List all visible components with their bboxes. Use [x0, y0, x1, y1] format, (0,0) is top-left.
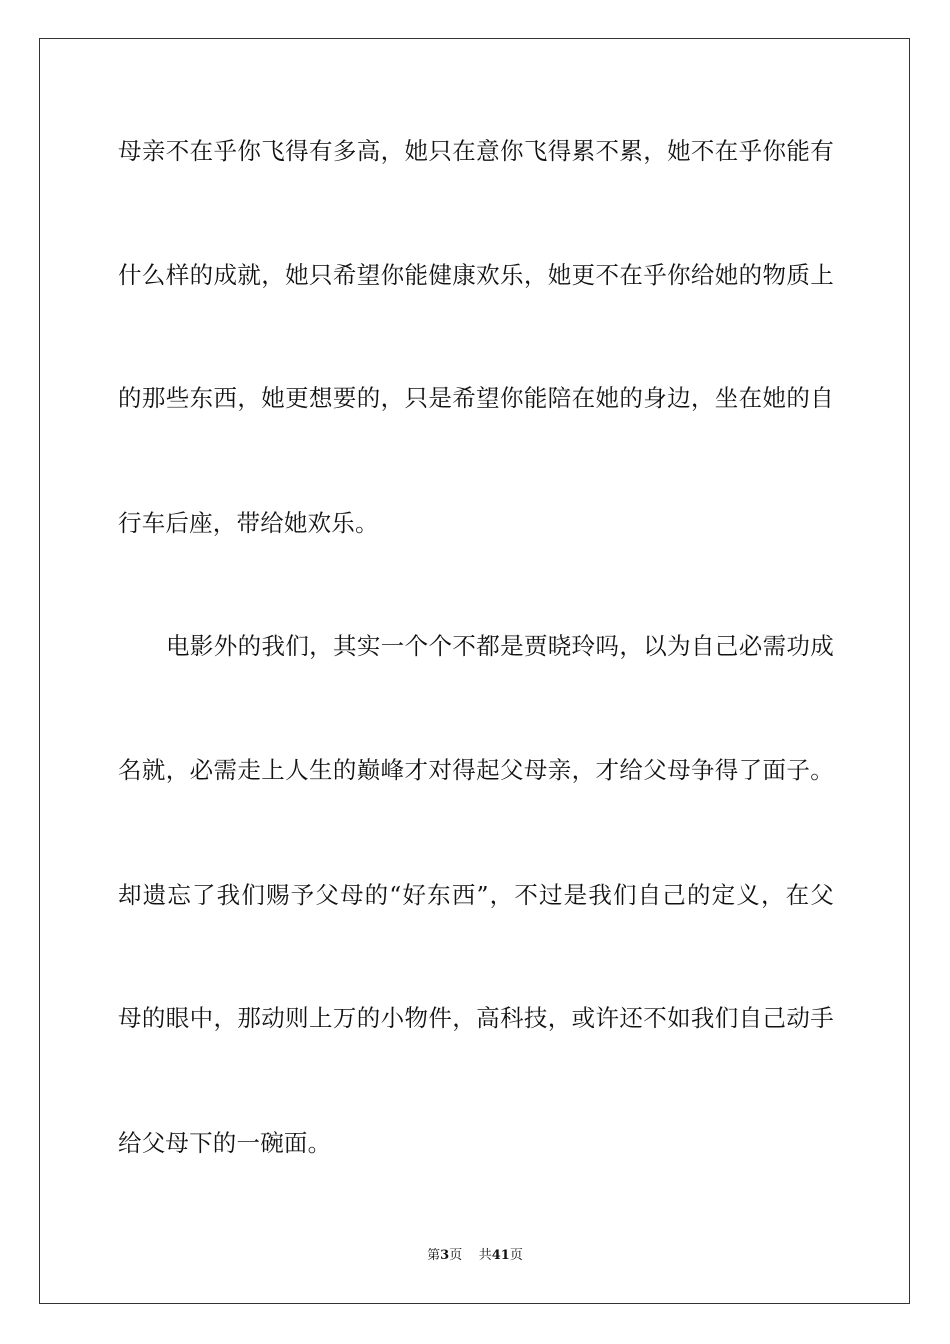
page-prefix: 第: [427, 1248, 441, 1263]
text-line: 什么样的成就，她只希望你能健康欢乐，她更不在乎你给她的物质上: [118, 261, 834, 289]
total-pages: 41: [491, 1248, 510, 1263]
page-footer: [0, 1247, 950, 1265]
text-line: 行车后座，带给她欢乐。: [118, 509, 379, 537]
total-prefix: 共: [478, 1248, 492, 1263]
text-line: 电影外的我们，其实一个个不都是贾晓玲吗，以为自己必需功成: [166, 632, 834, 660]
page-number: 3: [440, 1248, 450, 1263]
page-border: [39, 38, 910, 1304]
text-line: 母的眼中，那动则上万的小物件，高科技，或许还不如我们自己动手: [118, 1004, 834, 1032]
total-suffix: 页: [509, 1248, 523, 1263]
text-line: 却遗忘了我们赐予父母的“好东西”，不过是我们自己的定义，在父: [118, 881, 834, 909]
text-line: 名就，必需走上人生的巅峰才对得起父母亲，才给父母争得了面子。: [118, 756, 834, 784]
text-line: 给父母下的一碗面。: [118, 1129, 332, 1157]
text-line: 母亲不在乎你飞得有多高，她只在意你飞得累不累，她不在乎你能有: [118, 137, 834, 165]
text-line: 的那些东西，她更想要的，只是希望你能陪在她的身边，坐在她的自: [118, 384, 834, 412]
page-suffix: 页: [449, 1248, 463, 1263]
